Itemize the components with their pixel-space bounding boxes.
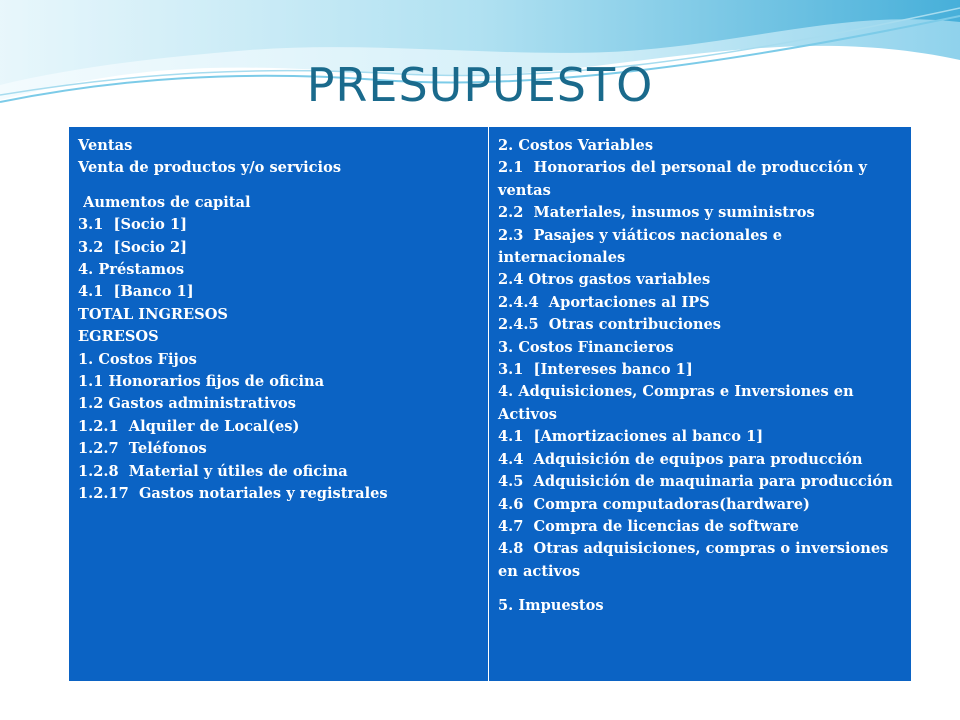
budget-line-item: 2.2 Materiales, insumos y suministros — [498, 204, 815, 222]
budget-line-item: 1.2.1 Alquiler de Local(es) — [78, 417, 300, 435]
budget-line-item: 1.2.17 Gastos notariales y registrales — [78, 485, 388, 503]
budget-line-item: 1.2.7 Teléfonos — [78, 440, 207, 458]
slide-title: PRESUPUESTO — [306, 58, 654, 112]
budget-line-item: 1.1 Honorarios fijos de oficina — [78, 373, 325, 391]
budget-line-item: 3. Costos Financieros — [498, 338, 674, 356]
budget-line-item: 3.2 [Socio 2] — [78, 238, 188, 256]
budget-line-item: 4. Préstamos — [78, 261, 185, 279]
spacer — [78, 180, 479, 192]
budget-line-item: 2.3 Pasajes y viáticos nacionales e internacionales — [498, 226, 788, 267]
variable-costs-column — [489, 127, 911, 681]
budget-line-item: 3.1 [Intereses banco 1] — [498, 361, 693, 379]
budget-line-item: EGRESOS — [78, 328, 159, 346]
budget-line-item: 4.7 Compra de licencias de software — [498, 517, 799, 535]
budget-line-item: 4.1 [Amortizaciones al banco 1] — [498, 428, 764, 446]
budget-line-item: 2.4 Otros gastos variables — [498, 271, 711, 289]
spacer — [498, 583, 902, 595]
budget-line-item: 2. Costos Variables — [498, 137, 654, 154]
budget-line-item: Aumentos de capital — [78, 193, 251, 211]
budget-line-item: 4.6 Compra computadoras(hardware) — [498, 495, 810, 513]
budget-line-item: 5. Impuestos — [498, 597, 604, 615]
budget-line-item: 2.4.5 Otras contribuciones — [498, 316, 721, 334]
budget-line-item: Venta de productos y/o servicios — [78, 159, 342, 177]
budget-line-item: 2.1 Honorarios del personal de producción y ventas — [498, 159, 873, 199]
budget-line-item: 1. Costos Fijos — [78, 350, 197, 368]
income-fixed-costs-column — [69, 127, 489, 681]
budget-line-item: 1.2 Gastos administrativos — [78, 395, 296, 413]
budget-line-item: 1.2.8 Material y útiles de oficina — [78, 462, 348, 480]
budget-line-item: 4. Adquisiciones, Compras e Inversiones en Activos — [498, 383, 859, 423]
budget-line-item: 4.1 [Banco 1] — [78, 283, 194, 301]
budget-line-item: 3.1 [Socio 1] — [78, 216, 188, 234]
budget-line-item: 4.5 Adquisición de maquinaria para producción — [498, 473, 893, 491]
budget-table — [68, 126, 912, 682]
budget-line-item: Ventas — [78, 137, 133, 154]
budget-line-item: 4.4 Adquisición de equipos para producción — [498, 450, 863, 468]
budget-line-item: 4.8 Otras adquisiciones, compras o inversiones en activos — [498, 540, 894, 580]
budget-line-item: TOTAL INGRESOS — [78, 305, 228, 323]
budget-line-item: 2.4.4 Aportaciones al IPS — [498, 293, 710, 311]
